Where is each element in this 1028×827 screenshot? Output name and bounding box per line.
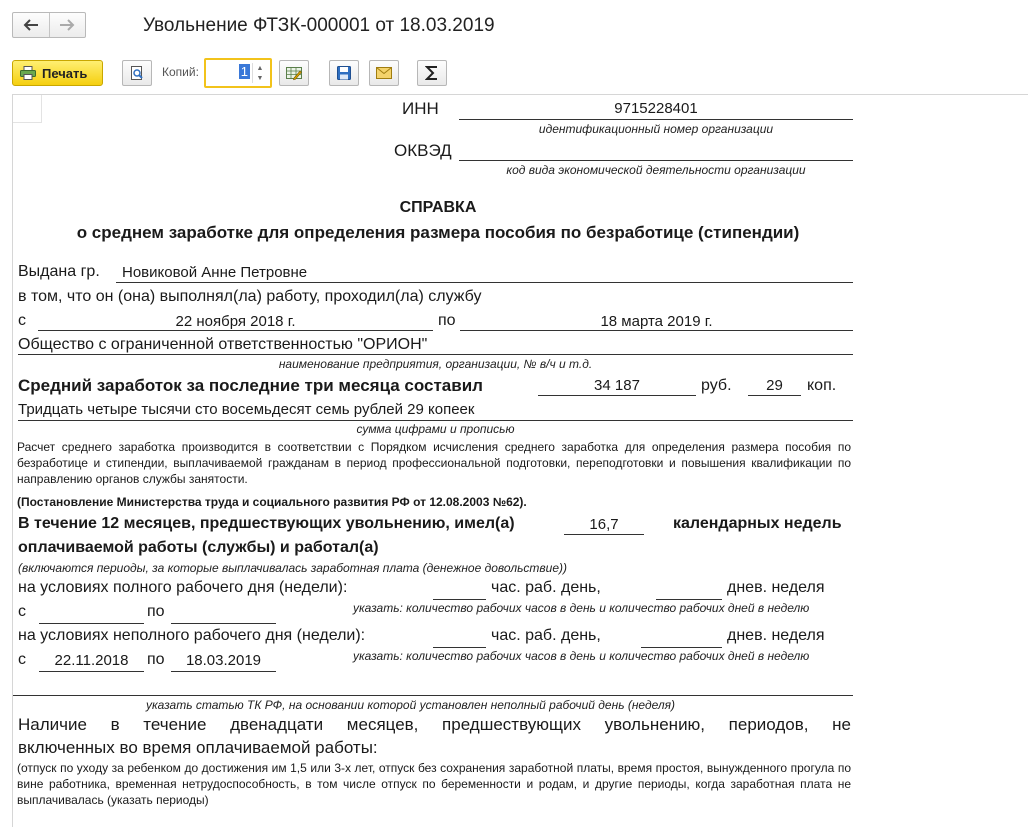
full-days-label: днев. неделя: [727, 579, 825, 596]
sigma-icon: [425, 65, 439, 81]
print-button[interactable]: [12, 60, 103, 86]
okved-underline: [459, 160, 853, 161]
period-label: В течение 12 месяцев, предшествующих увольнению, имел(а): [18, 515, 515, 532]
copies-spinner[interactable]: [252, 63, 267, 83]
toolbar: [0, 54, 1028, 94]
decree-text: (Постановление Министерства труда и социального развития РФ от 12.08.2003 №62).: [17, 495, 527, 509]
floppy-disk-icon: [336, 65, 352, 81]
full-to-underline: [171, 623, 276, 624]
sum-button[interactable]: [417, 60, 447, 86]
kop-label: коп.: [807, 377, 837, 394]
part-days-underline: [641, 647, 722, 648]
full-from-label: с: [18, 603, 26, 620]
weeks-value: 16,7: [589, 516, 619, 533]
document-subtitle: о среднем заработке для определения размера пособия по безработице (стипендии): [76, 223, 800, 242]
to-label: по: [438, 312, 456, 329]
tk-hint: указать статью ТК РФ, на основании которой установлен неполный рабочий день (неделя): [146, 698, 676, 712]
window-titlebar: [0, 0, 1028, 54]
arrow-right-icon: [59, 19, 75, 31]
paid-label: оплачиваемой работы (службы) и работал(а): [18, 539, 379, 556]
full-to-label: по: [147, 603, 165, 620]
document-title: СПРАВКА: [399, 199, 477, 216]
copies-input[interactable]: 1: [240, 64, 248, 79]
okved-label: ОКВЭД: [394, 141, 452, 160]
full-time-label: на условиях полного рабочего дня (недели):: [18, 579, 348, 596]
table-edit-icon: [285, 65, 303, 81]
paid-hint: (включаются периоды, за которые выплачивалась заработная плата (денежное довольствие)): [18, 561, 568, 575]
rub-label: руб.: [701, 377, 732, 394]
weeks-label: календарных недель: [673, 515, 842, 532]
send-email-button[interactable]: [369, 60, 399, 86]
inn-hint: идентификационный номер организации: [538, 122, 774, 136]
part-schedule-hint: указать: количество рабочих часов в день и количество рабочих дней в неделю: [353, 649, 810, 663]
copies-label: Копий:: [162, 65, 199, 79]
sheet-corner-cell: [13, 95, 42, 123]
copies-field[interactable]: [204, 58, 272, 88]
avg-words: Тридцать четыре тысячи сто восемьдесят семь рублей 29 копеек: [18, 401, 475, 418]
avg-kop-value: 29: [766, 377, 783, 394]
from-value: 22 ноября 2018 г.: [175, 313, 296, 330]
worked-text: в том, что он (она) выполнял(ла) работу, проходил(ла) службу: [18, 288, 482, 305]
issued-underline: [116, 282, 853, 283]
full-schedule-hint: указать: количество рабочих часов в день и количество рабочих дней в неделю: [353, 601, 810, 615]
excluded-label-2: включенных во время оплачиваемой работы:: [18, 738, 378, 757]
arrow-left-icon: [23, 19, 39, 31]
avg-rub-value: 34 187: [594, 377, 640, 394]
printer-icon: [20, 66, 36, 80]
full-days-underline: [656, 599, 722, 600]
avg-words-hint: сумма цифрами и прописью: [356, 422, 515, 436]
part-hours-underline: [433, 647, 486, 648]
spin-down-icon[interactable]: ▼: [256, 74, 264, 82]
part-to-label: по: [147, 651, 165, 668]
part-days-label: днев. неделя: [727, 627, 825, 644]
calc-note: Расчет среднего заработка производится в соответствии с Порядком исчисления среднего заработка для определения размера пособия по безработице и стипендии, выплачиваемой гражданам в период профессиональной подготовки, переподготовки и повышения квалификации по направлению органов службы занятости.: [17, 440, 851, 486]
part-from-label: с: [18, 651, 26, 668]
okved-hint: код вида экономической деятельности организации: [506, 163, 806, 177]
to-value: 18 марта 2019 г.: [600, 313, 713, 330]
inn-value: 9715228401: [614, 100, 698, 117]
from-label: с: [18, 312, 26, 329]
full-from-underline: [39, 623, 144, 624]
org-value: Общество с ограниченной ответственностью "ОРИОН": [18, 336, 428, 353]
weeks-underline: [564, 534, 644, 535]
tk-underline: [13, 695, 853, 696]
inn-label: ИНН: [402, 99, 439, 118]
window-title: Увольнение ФТЗК-000001 от 18.03.2019: [143, 15, 495, 36]
org-hint: наименование предприятия, организации, № в/ч и т.д.: [278, 357, 593, 371]
part-to-underline: [171, 671, 276, 672]
excluded-label: Наличие в течение двенадцати месяцев, предшествующих увольнению, периодов, не: [18, 715, 851, 734]
spin-up-icon[interactable]: ▲: [256, 64, 264, 72]
issued-value: Новиковой Анне Петровне: [122, 264, 308, 281]
forward-button[interactable]: [50, 13, 86, 37]
part-hours-label: час. раб. день,: [491, 627, 601, 644]
part-from-value: 22.11.2018: [54, 652, 129, 669]
envelope-icon: [375, 66, 393, 80]
back-button[interactable]: [13, 13, 50, 37]
issued-label: Выдана гр.: [18, 263, 100, 280]
full-hours-label: час. раб. день,: [491, 579, 601, 596]
to-underline: [460, 330, 853, 331]
avg-label: Средний заработок за последние три месяца составил: [18, 376, 483, 395]
full-hours-underline: [433, 599, 486, 600]
from-underline: [38, 330, 433, 331]
part-from-underline: [39, 671, 144, 672]
inn-underline: [459, 119, 853, 120]
navigation-group: [12, 12, 86, 38]
excluded-note: (отпуск по уходу за ребенком до достижения им 1,5 или 3-х лет, отпуск без сохранения заработной платы, время простоя, вынужденного прогула по вине работника, временная нетрудоспособность, в том числе отпуск по беременности и родам, и другие периоды, когда заработная плата не выплачивалась (указать периоды): [17, 761, 851, 807]
save-button[interactable]: [329, 60, 359, 86]
avg-kop-underline: [748, 395, 801, 396]
part-to-value: 18.03.2019: [185, 652, 262, 669]
preview-button[interactable]: [122, 60, 152, 86]
part-time-label: на условиях неполного рабочего дня (недели):: [18, 627, 366, 644]
avg-rub-underline: [538, 395, 696, 396]
edit-mode-button[interactable]: [279, 60, 309, 86]
org-underline: [18, 354, 853, 355]
page-preview-icon: [129, 65, 145, 81]
avg-words-underline: [18, 420, 853, 421]
document-area[interactable]: [12, 94, 1028, 827]
print-label: Печать: [42, 65, 88, 81]
